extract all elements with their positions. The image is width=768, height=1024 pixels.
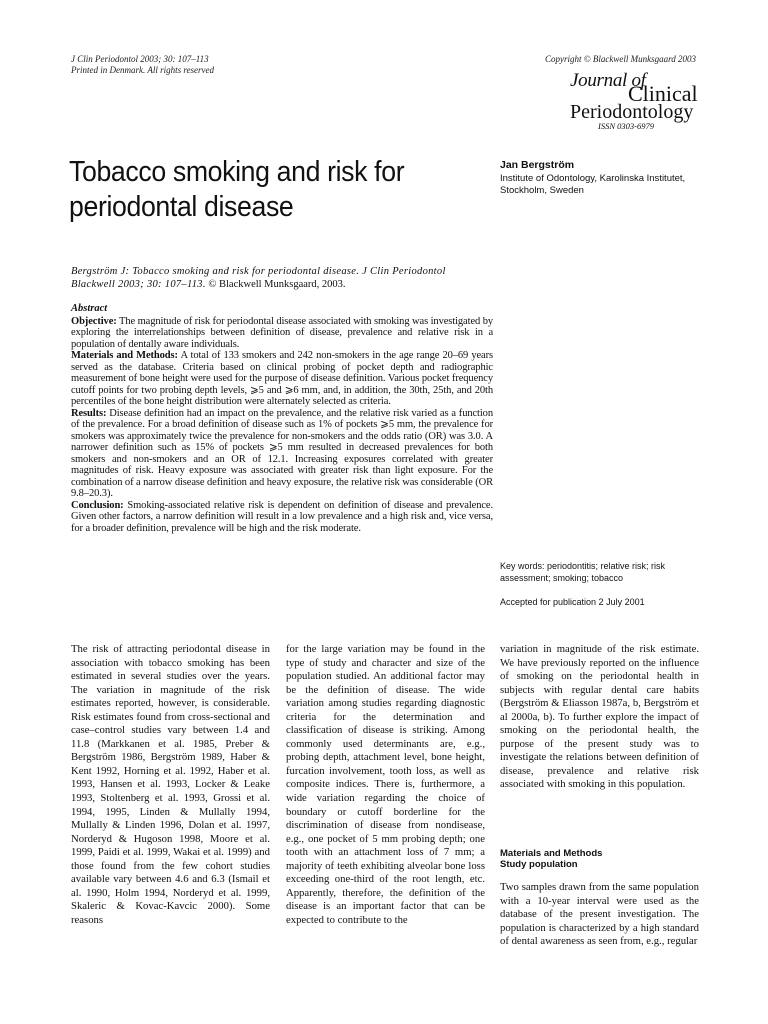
keywords: Key words: periodontitis; relative risk; risk assessment; smoking; tobacco — [500, 561, 666, 583]
journal-reference — [71, 54, 214, 76]
subsection-heading: Study population — [500, 859, 578, 870]
logo-periodontology: Periodontology — [570, 101, 694, 123]
author-block — [500, 159, 710, 197]
body-column-2: for the large variation may be found in the type of study and character and size of the population studied. An additional factor may be the definition of disease. The wide variation among studies regarding diagnostic criteria for the determination and classification of disease is striking. Among commonly used determinants are, e.g., probing depth, attachment level, bone height, furcation involvement, tooth loss, as well as composite indices. There is, furthermore, a wide variation regarding the choice of boundary or cutoff borderline for the discrimination of disease from nondisease, e.g., one pocket of 5 mm probing depth; one tooth with an attachment loss of 7 mm; a majority of teeth exhibiting alveolar bone loss exceeding one-third of the root length, etc. Apparently, therefore, the definition of the disease is an important factor that can be expected to contribute to the — [286, 643, 485, 926]
abstract — [71, 303, 493, 534]
section-heading: Materials and Methods — [500, 848, 603, 859]
article-title-line1: Tobacco smoking and risk for — [69, 156, 405, 188]
abstract-objective: Objective: The magnitude of risk for periodontal disease associated with smoking was investigated by exploring the interrelationships between definition of disease, prevalence and relative risk in a population of dentally aware individuals. — [71, 315, 493, 350]
journal-reference-line2: Printed in Denmark. All rights reserved — [71, 65, 214, 75]
accepted-date: Accepted for publication 2 July 2001 — [500, 597, 645, 607]
abstract-results: Results: Disease definition had an impact on the prevalence, and the relative risk varied as a function of the prevalence. For a broad definition of disease such as 1% of pockets ⩾5 mm, the prevalence for smokers was approximately twice the prevalence for non-smokers and the odds ratio (OR) was 3.0. A narrower definition such as 15% of pockets ⩾5 mm resulted in decreased prevalences for both smokers and non-smokers and an OR of 12.1. Increasing exposures correlated with greater magnitudes of risk. Heavy exposure was associated with greater risk than light exposure. For the combination of a narrow disease definition and heavy exposure, the relative risk was considerable (OR 9.8–20.3). — [71, 407, 493, 499]
section-heading-block — [500, 848, 710, 870]
citation-text: Bergström J: Tobacco smoking and risk for periodontal disease. J Clin Periodontol Blackwell 2003; 30: 107–113. — [71, 266, 446, 290]
author-affiliation-line2: Stockholm, Sweden — [500, 185, 584, 196]
logo-clinical: Clinical — [628, 81, 698, 106]
abstract-conclusion: Conclusion: Smoking-associated relative risk is dependent on definition of disease and prevalence. Given other factors, a narrow definition will result in a low prevalence and a high risk and, vice versa, for a broader definition, prevalence will be high and the risk moderate. — [71, 499, 493, 534]
body-column-3-continued: Two samples drawn from the same population with a 10-year interval were used as the database of the present investigation. The population is characterized by a high standard of dental awareness as seen from, e.g., regular — [500, 881, 699, 948]
author-name: Jan Bergström — [500, 159, 575, 171]
journal-logo — [570, 70, 696, 130]
body-column-1: The risk of attracting periodontal disease in association with tobacco smoking has been estimated in several studies over the years. The variation in magnitude of the risk estimates reported, however, is considerable. Risk estimates found from cross-sectional and case–control studies vary between 1.4 and 11.8 (Markkanen et al. 1985, Preber & Bergström 1986, Bergström 1989, Haber & Kent 1992, Horning et al. 1992, Haber et al. 1993, Hansen et al. 1993, Locker & Leake 1993, Stoltenberg et al. 1993, Grossi et al. 1994, 1995, Linden & Mullally 1994, Mullally & Linden 1996, Dolan et al. 1997, Norderyd & Hugoson 1998, Moore et al. 1999, Paidi et al. 1999, Wakai et al. 1999) and those found from the few cohort studies available vary between 4.6 and 6.3 (Ismail et al. 1990, Holm 1994, Norderyd et al. 1999, Skaleric & Kovac-Kavcic 2000). Some reasons — [71, 643, 270, 926]
author-affiliation-line1: Institute of Odontology, Karolinska Institutet, — [500, 173, 686, 184]
issn: ISSN 0303-6979 — [598, 121, 654, 131]
copyright-notice: Copyright © Blackwell Munksgaard 2003 — [545, 54, 696, 64]
logo-journal-of: Journal of — [570, 70, 646, 91]
article-title — [69, 155, 437, 225]
article-title-line2: periodontal disease — [69, 191, 294, 223]
abstract-heading: Abstract — [71, 303, 108, 314]
abstract-methods: Materials and Methods: A total of 133 smokers and 242 non-smokers in the age range 20–69 years served as the database. Criteria based on clinical probing of pocket depth and radiographic measurement of bone height were used for the purpose of disease definition. Various pocket frequency cutoff points for two probing depth levels, ⩾5 and ⩾6 mm, and, in addition, the 30th, 25th, and 20th percentiles of the bone height distribution were alternately selected as criteria. — [71, 350, 493, 407]
body-column-3: variation in magnitude of the risk estimate. We have previously reported on the influence of smoking on the periodontal health in subjects with regular dental care habits (Bergström & Eliasson 1987a, b, Bergström et al 2000a, b). To further explore the impact of smoking on the periodontal health, the purpose of the present study was to investigate the relations between definition of disease, prevalence and relative risk associated with smoking in this population. — [500, 643, 699, 791]
journal-reference-line1: J Clin Periodontol 2003; 30: 107–113 — [71, 54, 209, 64]
citation-copyright: © Blackwell Munksgaard, 2003. — [205, 279, 346, 290]
citation — [71, 265, 491, 291]
